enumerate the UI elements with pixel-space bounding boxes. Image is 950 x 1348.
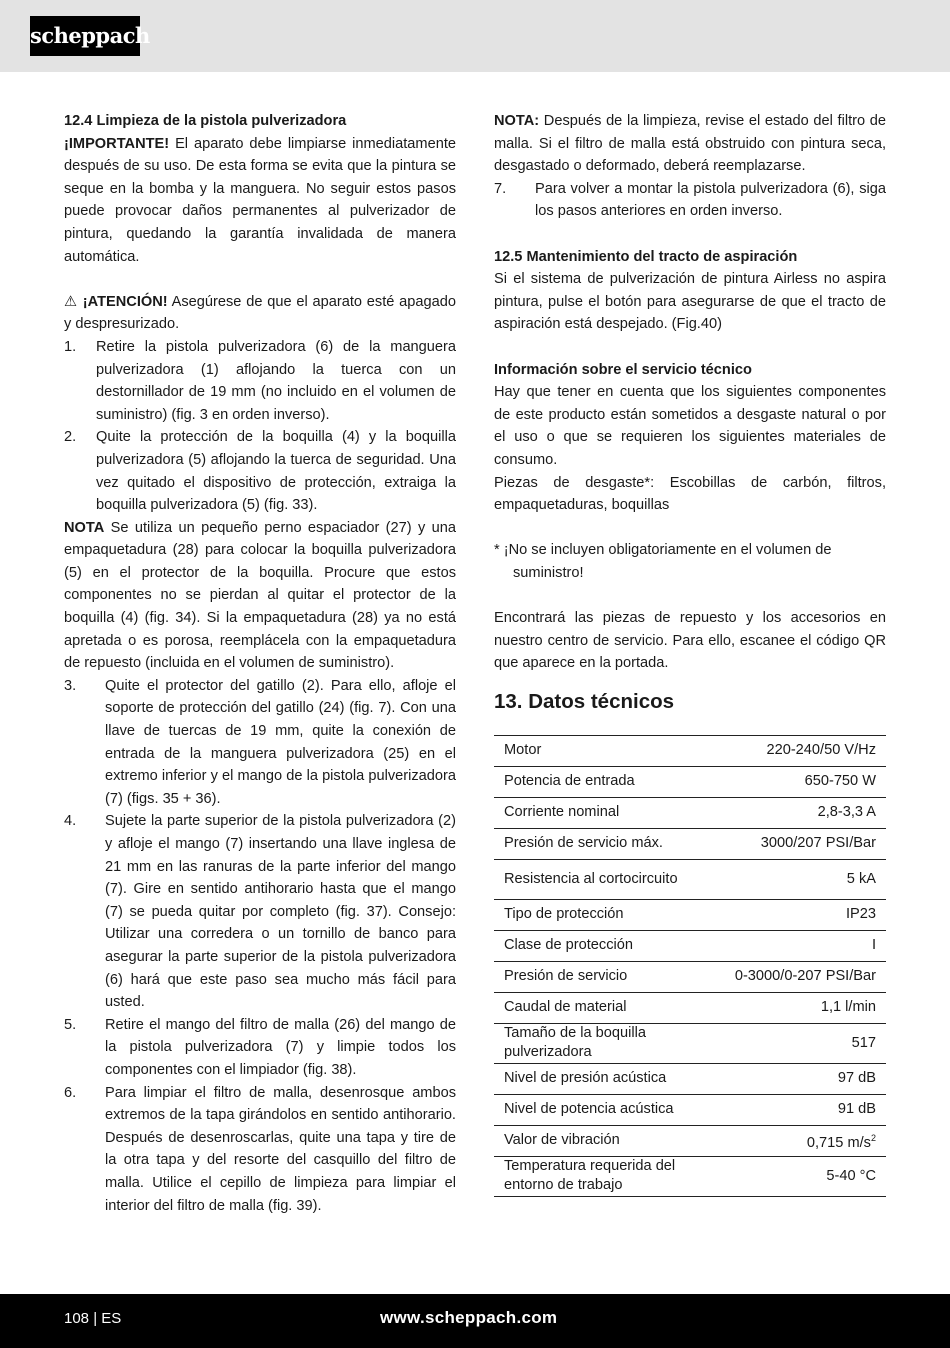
table-row [494, 735, 886, 766]
step-number: 7. [494, 180, 507, 197]
list-item [64, 336, 456, 426]
header-bar [0, 0, 950, 72]
spec-value-text: 0,715 m/s [806, 1134, 871, 1151]
website-url: www.scheppach.com [380, 1308, 558, 1327]
list-item [494, 178, 886, 223]
spec-label: Motor [494, 735, 725, 766]
spec-label: Temperatura requerida del entorno de trabajo [494, 1156, 725, 1196]
service-info-text: Hay que tener en cuenta que los siguientes componentes de este producto están sometidos a desgaste natural o por el uso o que se requieren los siguientes materiales de consumo. [494, 384, 886, 468]
spec-value: IP23 [725, 899, 886, 930]
note-label: NOTA [64, 519, 105, 536]
note-text: Se utiliza un pequeño perno espaciador (27) y una empaquetadura (28) para colocar la boquilla pulverizadora (5) en el protector de la boquilla. Procure que estos componentes no se pierdan al quitar el protector de la boquilla (4) (fig. 34). Si la empaquetadura (28) ya no está apretada o es porosa, reemplácela con la empaquetadura de repuesto (incluida en el volumen de suministro). [64, 519, 456, 672]
spec-label: Corriente nominal [494, 797, 725, 828]
list-item [64, 810, 456, 1013]
step-number: 4. [64, 813, 77, 830]
spec-label: Clase de protección [494, 930, 725, 961]
spec-value: I [725, 930, 886, 961]
spec-value: 3000/207 PSI/Bar [725, 828, 886, 859]
table-row [494, 766, 886, 797]
spec-value: 650-750 W [725, 766, 886, 797]
step-text: Sujete la parte superior de la pistola pulverizadora (2) y afloje el mango (7) insertando una llave inglesa de 21 mm en las ranuras de la parte inferior del mango (7). Gire en sentido antihorario hasta que el mango (7) se pueda quitar por completo (fig. 37). Consejo: Utilizar una corredera o un tornillo de banco para asegurar la parte superior de la pistola pulverizadora (6) hará que este paso sea mucho más fácil para usted. [105, 813, 456, 1011]
warning-triangle-icon: ⚠ [64, 293, 78, 310]
table-row [494, 1125, 886, 1156]
spec-label: Caudal de material [494, 992, 725, 1023]
footnote: * ¡No se incluyen obligatoriamente en el volumen de suministro! [494, 542, 832, 581]
footer-bar [0, 1294, 950, 1348]
technical-data-table [494, 735, 886, 1197]
step-number: 3. [64, 677, 77, 694]
note-after-cleaning [494, 110, 886, 178]
section-12-5-text: Si el sistema de pulverización de pintura Airless no aspira pintura, pulse el botón para asegurarse de que el tracto de aspiración está despejado. (Fig.40) [494, 271, 886, 333]
attention-label: ¡ATENCIÓN! [82, 293, 168, 310]
page-number: 108 | ES [64, 1310, 122, 1327]
step-text: Quite la protección de la boquilla (4) y la boquilla pulverizadora (5) aflojando la tuerca de seguridad. Una vez quitado el dispositivo de protección, extraiga la boquilla pulverizadora (5) (fig. 33). [96, 429, 456, 514]
note-label: NOTA: [494, 113, 540, 129]
spare-parts-text: Encontrará las piezas de repuesto y los accesorios en nuestro centro de servicio. Para ello, escanee el código QR que aparece en la portada. [494, 610, 886, 672]
table-row [494, 961, 886, 992]
table-row [494, 992, 886, 1023]
step-number: 2. [64, 429, 77, 446]
wear-parts-text: Piezas de desgaste*: Escobillas de carbón, filtros, empaquetaduras, boquillas [494, 474, 886, 514]
spec-label: Valor de vibración [494, 1125, 725, 1156]
right-column [494, 110, 886, 1197]
table-row [494, 899, 886, 930]
step-text: Retire el mango del filtro de malla (26) del mango de la pistola pulverizadora (7) y limpie todos los componentes con el limpiador (fig. 38). [105, 1016, 456, 1078]
section-12-5-title: 12.5 Mantenimiento del tracto de aspiración [494, 248, 798, 265]
spec-value: 5 kA [725, 859, 886, 899]
spec-label: Potencia de entrada [494, 766, 725, 797]
note-text: Después de la limpieza, revise el estado del filtro de malla. Si el filtro de malla está obstruido con pintura seca, desgastado o deformado, deberá reemplazarse. [494, 113, 886, 175]
attention-paragraph [64, 291, 456, 336]
spec-value-superscript: 2 [870, 1132, 876, 1143]
spec-label: Resistencia al cortocircuito [494, 859, 725, 899]
step-number: 5. [64, 1016, 77, 1033]
list-item [64, 1014, 456, 1082]
attention-text: Asegúrese de que el aparato esté apagado y despresurizado. [64, 293, 456, 333]
spec-value: 0-3000/0-207 PSI/Bar [725, 961, 886, 992]
important-label: ¡IMPORTANTE! [64, 135, 170, 152]
list-item [64, 675, 456, 811]
step-number: 1. [64, 338, 77, 355]
table-row [494, 797, 886, 828]
table-row [494, 930, 886, 961]
service-info-title: Información sobre el servicio técnico [494, 361, 752, 378]
left-column [64, 110, 456, 1217]
spec-value: 1,1 l/min [725, 992, 886, 1023]
list-item [64, 426, 456, 516]
table-row [494, 828, 886, 859]
important-text: El aparato debe limpiarse inmediatamente después de su uso. De esta forma se evita que la pintura se seque en la bomba y la manguera. No seguir estos pasos puede provocar daños permanentes al pulverizador de pintura, quedando la garantía invalidada de manera automática. [64, 135, 456, 265]
table-row [494, 1063, 886, 1094]
step-number: 6. [64, 1084, 77, 1101]
step-text: Para volver a montar la pistola pulverizadora (6), siga los pasos anteriores en orden inverso. [535, 180, 886, 220]
table-row [494, 859, 886, 899]
table-row [494, 1094, 886, 1125]
spec-label: Presión de servicio [494, 961, 725, 992]
section-13-title: 13. Datos técnicos [494, 689, 675, 713]
note-paragraph [64, 517, 456, 675]
step-text: Retire la pistola pulverizadora (6) de la manguera pulverizadora (1) aflojando la tuerca con un destornillador de 19 mm (no incluido en el volumen de suministro) (fig. 3 en orden inverso). [96, 338, 456, 423]
spec-value [725, 1125, 886, 1156]
spec-label: Nivel de potencia acústica [494, 1094, 725, 1125]
spec-value: 97 dB [725, 1063, 886, 1094]
table-row [494, 1023, 886, 1063]
spec-value: 517 [725, 1023, 886, 1063]
spec-label: Presión de servicio máx. [494, 828, 725, 859]
step-text: Quite el protector del gatillo (2). Para ello, afloje el soporte de protección del gatillo (24) (fig. 7). Con una llave de tuercas de 19 mm, quite la conexión de entrada de la manguera pulverizadora (25) en el extremo inferior y el mango de la pistola pulverizadora (7) (figs. 35 + 36). [105, 677, 456, 807]
spec-label: Tipo de protección [494, 899, 725, 930]
step-text: Para limpiar el filtro de malla, desenrosque ambos extremos de la tapa girándolos en sentido antihorario. Después de desenroscarlas, quite una tapa y tire de la otra tapa y del resorte del casquillo del filtro de malla. Utilice el cepillo de limpieza para limpiar el interior del filtro de malla (fig. 39). [105, 1084, 456, 1214]
spec-value: 2,8-3,3 A [725, 797, 886, 828]
spec-value: 220-240/50 V/Hz [725, 735, 886, 766]
spec-label: Tamaño de la boquilla pulverizadora [494, 1023, 725, 1063]
spec-value: 5-40 °C [725, 1156, 886, 1196]
spec-value: 91 dB [725, 1094, 886, 1125]
table-row [494, 1156, 886, 1196]
section-12-4-title: 12.4 Limpieza de la pistola pulverizadora [64, 113, 347, 129]
important-paragraph [64, 133, 456, 269]
spec-label: Nivel de presión acústica [494, 1063, 725, 1094]
brand-logo: scheppach [30, 16, 140, 56]
list-item [64, 1082, 456, 1218]
